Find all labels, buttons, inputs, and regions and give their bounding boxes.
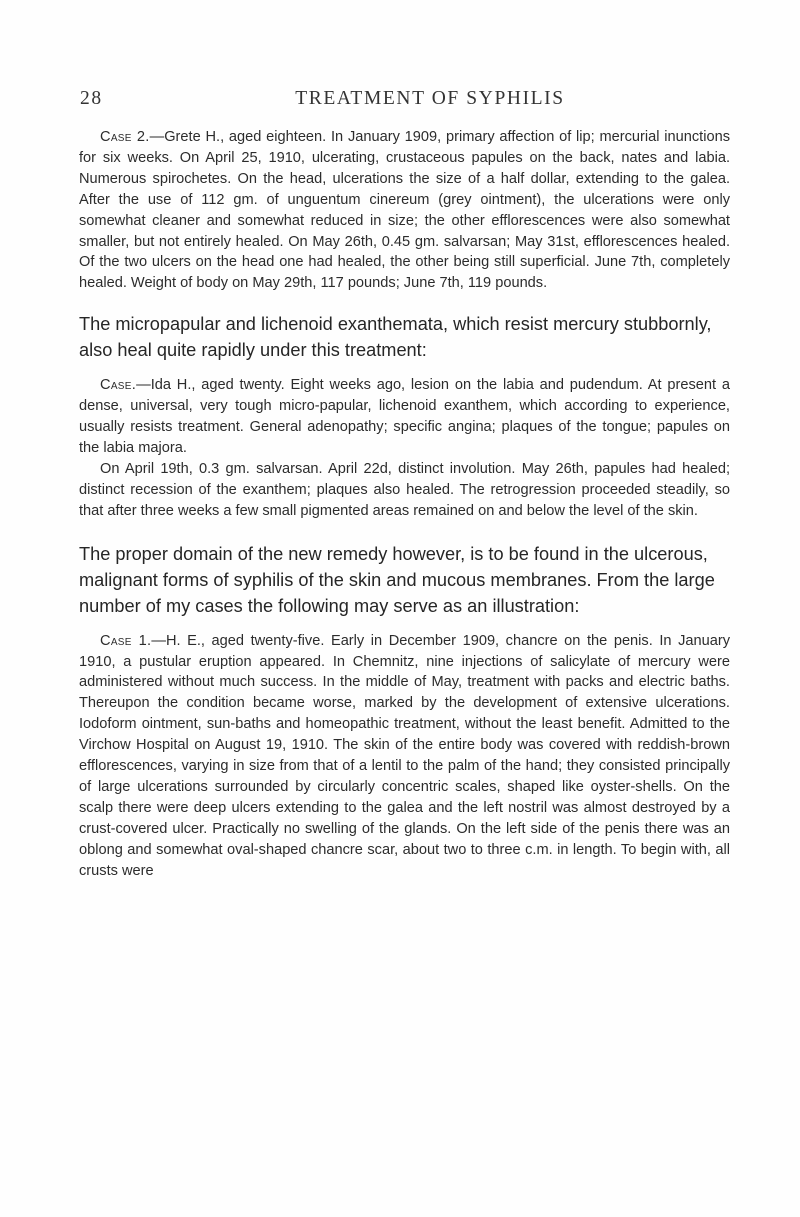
running-title: TREATMENT OF SYPHILIS — [295, 88, 565, 109]
case-1-label: Case 1. — [100, 632, 152, 649]
page-header — [80, 88, 780, 116]
proper-domain-paragraph: The proper domain of the new remedy however, is to be found in the ulcerous, malignant forms of syphilis of the skin and mucous membranes. From the large number of my cases the following may serve as an illustration: — [79, 543, 715, 616]
case-1-paragraph — [79, 631, 730, 882]
case-2-paragraph — [79, 127, 730, 294]
text-column — [79, 127, 730, 881]
case-2-text: —Grete H., aged eighteen. In January 1909, primary affection of lip; mercurial inunctions for six weeks. On April 25, 1910, ulcerating, crustaceous papules on the back, nates and labia. Numerous spirochetes. On the head, ulcerations the size of a half dollar, extending to the galea. After the use of 112 gm. of unguentum cinereum (grey ointment), the ulcerations were only somewhat cleaner and somewhat reduced in size; the other efflorescences were also somewhat smaller, but not entirely healed. On May 26th, 0.45 gm. salvarsan; May 31st, efflorescences healed. Of the two ulcers on the head one had healed, the other being still superficial. June 7th, completely healed. Weight of body on May 29th, 117 pounds; June 7th, 119 pounds. — [79, 129, 731, 292]
page-number: 28 — [80, 88, 103, 109]
case-1-text: —H. E., aged twenty-five. Early in December 1909, chancre on the penis. In January 1910, a pustular eruption appeared. In Chemnitz, nine injections of salicylate of mercury were administered without much success. In the middle of May, treatment with packs and electric baths. Thereupon the condition became worse, marked by the development of extensive ulcerations. Iodoform ointment, sun-baths and homeopathic treatment, without the least benefit. Admitted to the Virchow Hospital on August 19, 1910. The skin of the entire body was covered with reddish-brown efflorescences, varying in size from that of a lentil to the palm of the hand; they consisted principally of large ulcerations surrounded by circularly concentric scales, shaped like oyster-shells. On the scalp there were deep ulcers extending to the galea and the left nostril was almost destroyed by a crust-covered ulcer. Practically no swelling of the glands. On the left side of the penis there was an oblong and somewhat oval-shaped chancre scar, about two to three c.m. in length. To begin with, all crusts were — [79, 632, 730, 879]
case-ida-paragraph — [79, 375, 730, 459]
case-2-label: Case 2. — [100, 129, 150, 145]
case-ida-paragraph-2: On April 19th, 0.3 gm. salvarsan. April 22d, distinct involution. May 26th, papules had healed; distinct recession of the exanthem; plaques also healed. The retrogression proceeded steadily, so that after three weeks a few small pigmented areas remained on and below the level of the skin. — [79, 460, 730, 519]
case-ida-text: —Ida H., aged twenty. Eight weeks ago, lesion on the labia and pudendum. At present a dense, universal, very tough micro-papular, lichenoid exanthem, which according to experience, usually resists treatment. General adenopathy; specific angina; plaques of the tongue; papules on the labia majora. — [79, 377, 730, 456]
case-ida-label: Case. — [100, 377, 137, 394]
micropapular-paragraph: The micropapular and lichenoid exanthemata, which resist mercury stubbornly, also heal quite rapidly under this treatment: — [79, 314, 712, 361]
